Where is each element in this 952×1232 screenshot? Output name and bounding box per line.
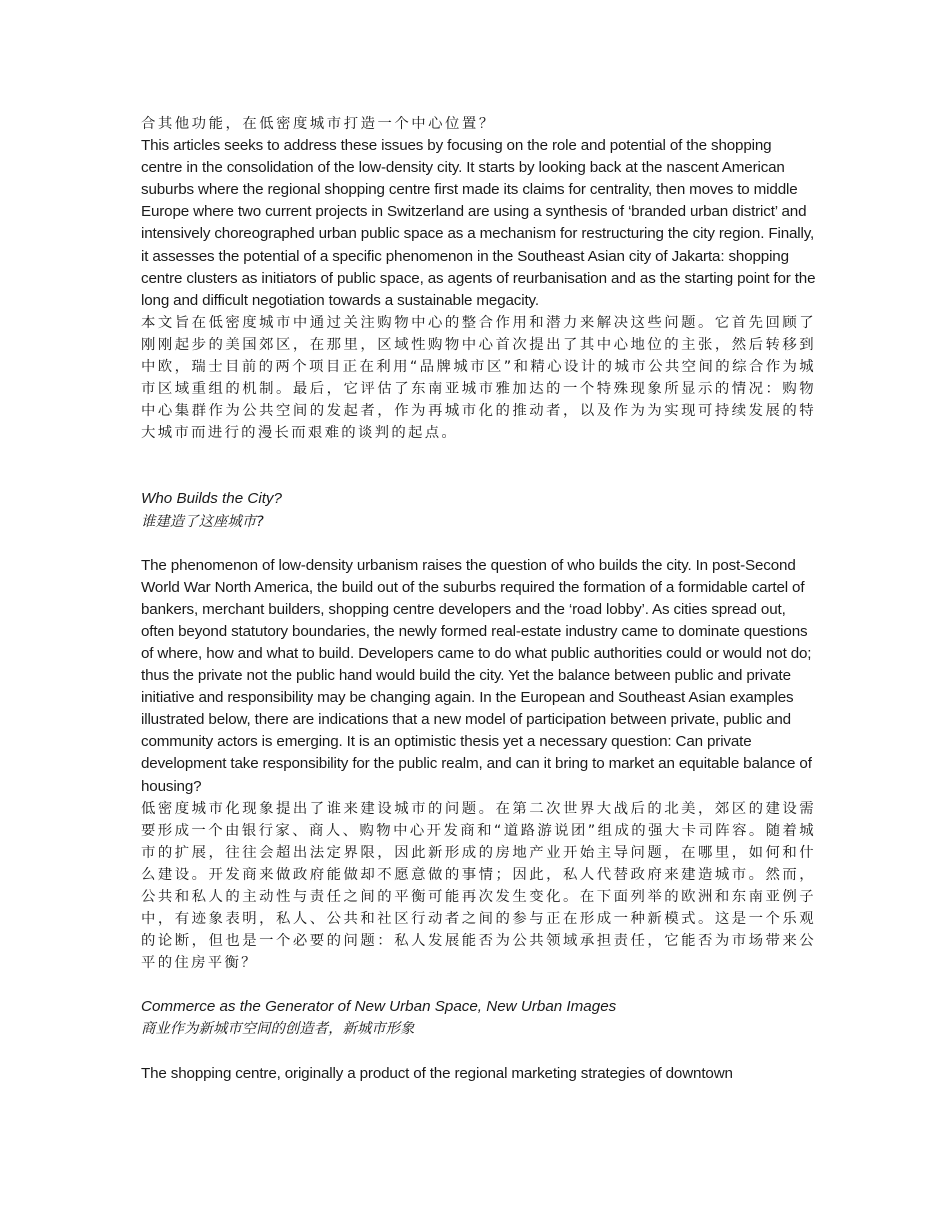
- section-heading-zh: 商业作为新城市空间的创造者，新城市形象: [141, 1021, 415, 1038]
- section-body-en: The shopping centre, originally a product of the regional marketing strategies of downtown: [141, 1064, 733, 1082]
- section-heading-zh: 谁建造了这座城市?: [141, 513, 264, 530]
- intro-tail-zh: 合其他功能，在低密度城市打造一个中心位置？: [141, 116, 496, 132]
- spacer: [141, 974, 816, 996]
- spacer: [141, 533, 816, 555]
- spacer: [141, 444, 816, 466]
- section-heading-en: Who Builds the City?: [141, 490, 282, 508]
- section-body-en: The phenomenon of low-density urbanism raises the question of who builds the city. In post-Second World War North America, the build out of the suburbs required the formation of a formidable cartel of bankers, merchant builders, shopping centre developers and the ‘road lobby’. As cities spread out, often beyond statutory boundaries, the newly formed real-estate industry came to dominate questions of where, how and what to build. Developers came to do what public authorities could or would not do; thus the private not the public hand would build the city. Yet the balance between public and private initiative and responsibility may be changing again. In the European and Southeast Asian examples illustrated below, there are indications that a new model of participation between private, public and community actors is emerging. It is an optimistic thesis yet a necessary question: Can private development take responsibility for the public realm, and can it bring to market an equitable balance of housing?: [141, 556, 812, 795]
- document-page: [141, 113, 816, 1085]
- spacer: [141, 1041, 816, 1063]
- intro-paragraph-en: This articles seeks to address these issues by focusing on the role and potential of the shopping centre in the consolidation of the low-density city. It starts by looking back at the nascent American suburbs where the regional shopping centre first made its claims for centrality, then moves to middle Europe where two current projects in Switzerland are using a synthesis of ‘branded urban district’ and intensively choreographed urban public space as a mechanism for restructuring the city region. Finally, it assesses the potential of a specific phenomenon in the Southeast Asian city of Jakarta: shopping centre clusters as initiators of public space, as agents of reurbanisation and as the starting point for the long and difficult negotiation towards a sustainable megacity.: [141, 137, 816, 309]
- section-body-zh: 低密度城市化现象提出了谁来建设城市的问题。在第二次世界大战后的北美，郊区的建设需要形成一个由银行家、商人、购物中心开发商和“道路游说团”组成的强大卡司阵容。随着城市的扩展，往往会超出法定界限，因此新形成的房地产业开始主导问题，在哪里，如何和什么建设。开发商来做政府能做却不愿意做的事情；因此，私人代替政府来建造城市。然而，公共和私人的主动性与责任之间的平衡可能再次发生变化。在下面列举的欧洲和东南亚例子中，有迹象表明，私人、公共和社区行动者之间的参与正在形成一种新模式。这是一个乐观的论断，但也是一个必要的问题：私人发展能否为公共领域承担责任，它能否为市场带来公平的住房平衡？: [141, 800, 816, 972]
- intro-paragraph-zh: 本文旨在低密度城市中通过关注购物中心的整合作用和潜力来解决这些问题。它首先回顾了刚刚起步的美国郊区，在那里，区域性购物中心首次提出了其中心地位的主张，然后转移到中欧，瑞士目前的两个项目正在利用“品牌城市区”和精心设计的城市公共空间的综合作为城市区域重组的机制。最后，它评估了东南亚城市雅加达的一个特殊现象所显示的情况：购物中心集群作为公共空间的发起者，作为再城市化的推动者，以及作为为实现可持续发展的特大城市而进行的漫长而艰难的谈判的起点。: [141, 314, 816, 442]
- spacer: [141, 466, 816, 488]
- section-heading-en: Commerce as the Generator of New Urban Space, New Urban Images: [141, 998, 617, 1016]
